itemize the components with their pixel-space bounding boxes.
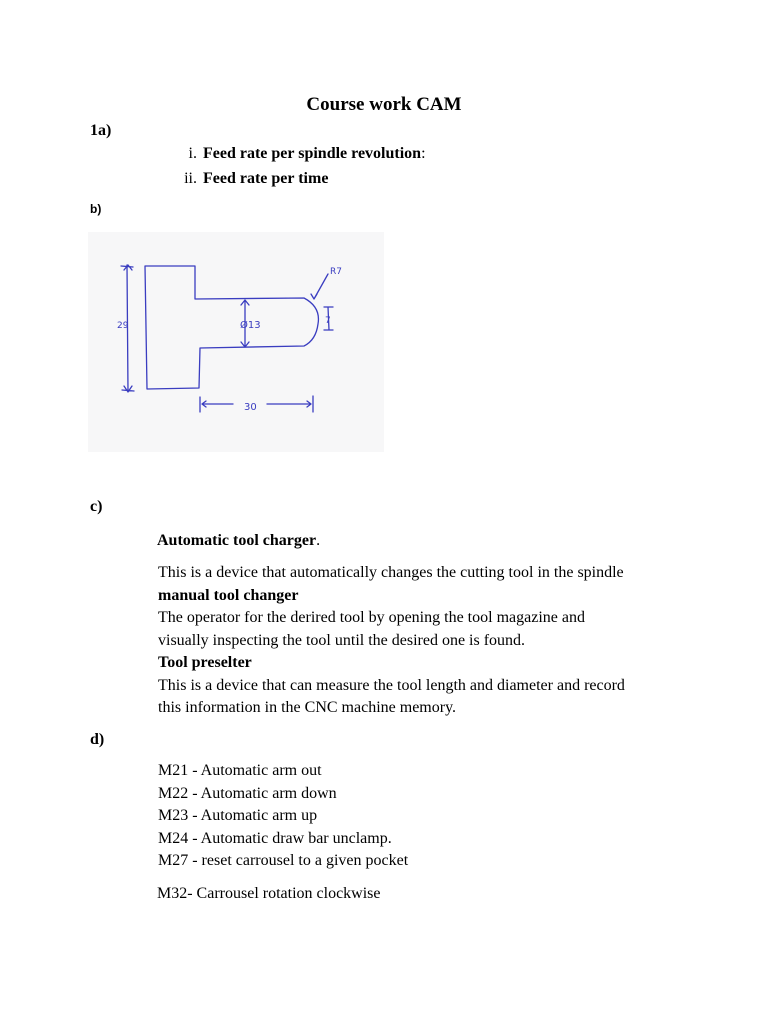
section-heading [157, 530, 320, 553]
list-item: M32- Carrousel rotation clockwise [157, 885, 381, 902]
page-title: Course work CAM [306, 94, 462, 115]
section-heading: manual tool changer [158, 586, 299, 604]
section-heading: Tool preselter [158, 654, 252, 671]
heading-text: Automatic tool charger [157, 532, 317, 549]
part-sketch-image [88, 232, 384, 452]
list-item: M27 - reset carrousel to a given pocket [158, 852, 409, 869]
question-1a-label: 1a) [90, 122, 112, 139]
list-item [175, 145, 426, 163]
length-dimension-label: 30 [244, 402, 257, 413]
radius-dimension-label: R7 [330, 267, 342, 277]
question-1c-label: c) [90, 498, 103, 515]
height-dimension-label: 29 [117, 321, 129, 331]
radius-leader-line [311, 274, 328, 299]
diameter-dimension-label: Ø13 [240, 320, 261, 331]
question-1d-label: d) [90, 731, 105, 748]
list-item: M21 - Automatic arm out [158, 762, 322, 779]
m-code-list [158, 760, 408, 873]
heading-suffix: . [316, 532, 321, 549]
question-1b-label: b) [90, 202, 102, 216]
list-item-text: Feed rate per spindle revolution [203, 145, 422, 162]
paragraph-line: this information in the CNC machine memory. [158, 699, 457, 716]
paragraph-line: visually inspecting the tool until the desired one is found. [158, 631, 526, 649]
paragraph [158, 562, 625, 720]
list-item [175, 170, 328, 188]
list-item: M23 - Automatic arm up [158, 807, 318, 824]
paragraph-line: This is a device that can measure the tool length and diameter and record [158, 676, 625, 694]
list-item: M22 - Automatic arm down [158, 784, 337, 802]
list-item-text: Feed rate per time [203, 170, 329, 187]
part-sketch-drawing [88, 232, 384, 452]
list-item-number: ii. [184, 170, 197, 187]
list-item: M24 - Automatic draw bar unclamp. [158, 829, 392, 847]
paragraph-line: The operator for the derired tool by opening the tool magazine and [158, 609, 585, 626]
small-dimension-label: 7 [325, 316, 331, 326]
paragraph-line: This is a device that automatically changes the cutting tool in the spindle [158, 564, 624, 581]
list-item-suffix: : [421, 145, 426, 162]
part-outline [145, 266, 318, 389]
list-item-number: i. [188, 145, 197, 162]
